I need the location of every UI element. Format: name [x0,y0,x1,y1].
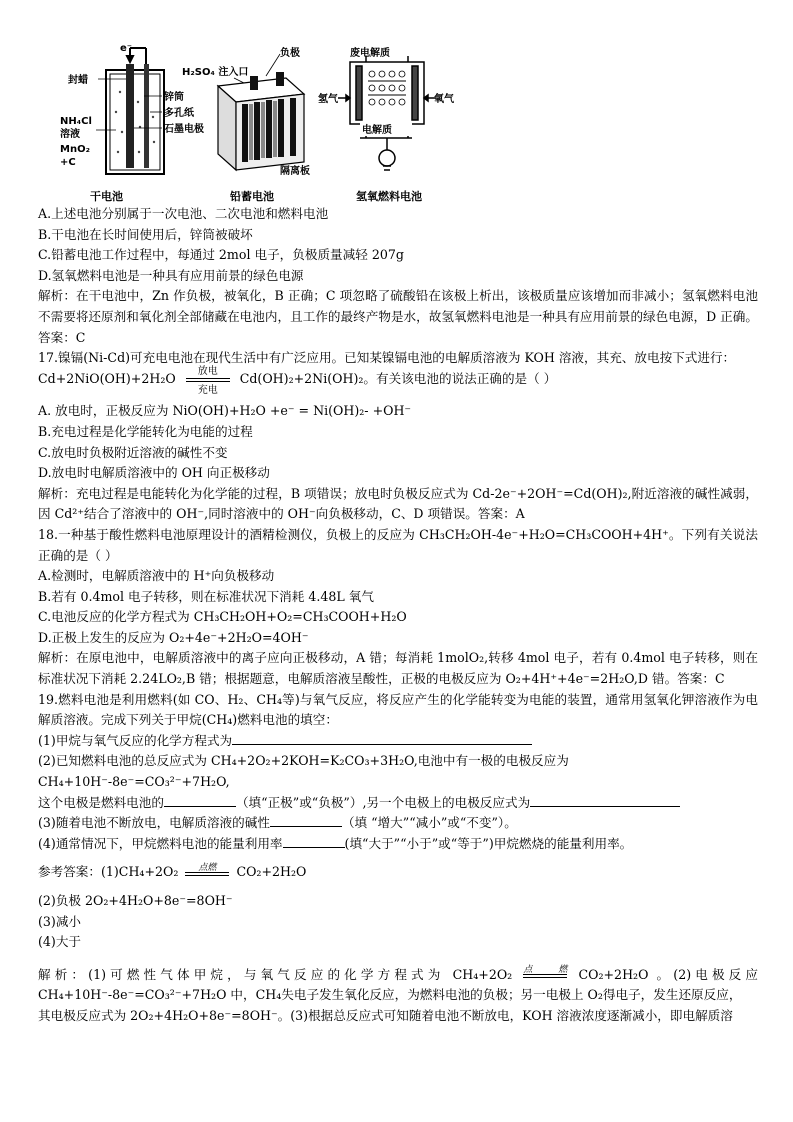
q18-stem: 18.一种基于酸性燃料电池原理设计的酒精检测仪，负极上的反应为 CH₃CH₂OH-4e⁻+H₂O=CH₃COOH+4H⁺。下列有关说法正确的是（ ） [38,526,758,563]
ignite-condition-mark-2: 点燃 [523,967,567,983]
q19-analysis-line3: 其电极反应式为 2O₂+4H₂O+8e⁻=8OH⁻。(3)根据总反应式可知随着电池不断放电，KOH 溶液浓度逐渐减小，即电解质溶 [38,1007,733,1023]
q17-eq-left: Cd+2NiO(OH)+2H₂O [38,370,176,386]
q17-equation [38,366,758,397]
q19-part1: (1)甲烷与氧气反应的化学方程式为 [38,731,758,752]
paper-label: 多孔纸 [164,108,194,119]
electron-label: e⁻ [120,43,133,54]
battery-figures [40,42,460,202]
reversible-arrow [186,366,230,397]
q19-analysis-line1: 解析：(1)可燃性气体甲烷，与氧气反应的化学方程式为 CH₄+2O₂ 点燃 CO₂+2H₂O 。(2)电极反应 [38,965,758,982]
answer-blank-2 [164,794,236,807]
answer-blank-3 [530,794,680,807]
document-body [38,204,758,1027]
q18-option-b: B.若有 0.4mol 电子转移，则在标准状况下消耗 4.48L 氧气 [38,588,374,604]
hydrogen-label: 氢气 [318,94,338,105]
q17-stem: 17.镍镉(Ni-Cd)可充电电池在现代生活中有广泛应用。已知某镍镉电池的电解质溶液为 KOH 溶液，其充、放电按下式进行： [38,350,736,366]
lead-battery-diagram [180,42,320,192]
electrolyte-label: 电解质 [362,125,392,136]
q16-option-c: C.铅蓄电池工作过程中，每通过 2mol 电子，负极质量减轻 207g [38,247,404,263]
q17-analysis: 解析：充电过程是电能转化为化学能的过程，B 项错误；放电时负极反应式为 Cd-2e⁻+2OH⁻=Cd(OH)₂,附近溶液的碱性减弱，因 Cd²⁺结合了溶液中的 OH⁻,同时溶液中的 OH⁻向负极移动，C、D 项错误。答案：A [38,485,758,522]
answer-blank-4 [270,814,342,827]
q18-analysis: 解析：在原电池中，电解质溶液中的离子应向正极移动，A 错；每消耗 1molO₂,转移 4mol 电子，若有 0.4mol 电子转移，则在标准状况下消耗 2.24LO₂,B 错；根据题意，电解质溶液呈酸性，正极的电极反应为 O₂+4H⁺+4e⁻=2H₂O,D 错。答案：C [38,650,758,687]
q19-analysis-line2: CH₄+10H⁻-8e⁻=CO₃²⁻+7H₂O 中，CH₄失电子发生氧化反应，为燃料电池的负极；另一电极上 O₂得电子，发生还原反应， [38,987,742,1003]
answer-blank-1 [232,732,532,745]
ignite-condition-mark: 点燃 [185,865,229,881]
q18-option-a: A.检测时，电解质溶液中的 H⁺向负极移动 [38,568,275,584]
charge-label: 充电 [197,385,218,397]
dry-cell-diagram [40,42,204,192]
zinc-label: 锌筒 [164,92,184,103]
q17-option-a: A. 放电时，正极反应为 NiO(OH)+H₂O +e⁻ = Ni(OH)₂- +OH⁻ [38,403,412,419]
q16-analysis: 解析：在干电池中，Zn 作负极，被氧化，B 正确；C 项忽略了硫酸铅在该极上析出，该极质量应该增加而非减小；氢氧燃料电池不需要将还原剂和氧化剂全部储藏在电池内，且工作的最终产物是水，故氢氧燃料电池是一种具有应用前景的绿色电源，D 正确。答案：C [38,288,758,345]
q19-part2a: (2)已知燃料电池的总反应式为 CH₄+2O₂+2KOH=K₂CO₃+3H₂O,电池中有一极的电极反应为 CH₄+10H⁻-8e⁻=CO₃²⁻+7H₂O, [38,753,569,790]
oxygen-label: 氧气 [434,94,454,105]
q19-answer-3: (3)减小 [38,913,82,929]
lead-battery-caption: 铅蓄电池 [230,190,274,203]
nh4cl-label: NH₄Cl [60,116,92,127]
mno2-label: MnO₂ [60,144,90,155]
discharge-label: 放电 [197,366,218,378]
fuel-cell-caption: 氢氧燃料电池 [356,190,422,203]
dry-cell-caption: 干电池 [90,190,123,203]
answer-blank-5 [283,835,345,848]
separator-label: 隔离板 [280,166,310,177]
q18-option-c: C.电池反应的化学方程式为 CH₃CH₂OH+O₂=CH₃COOH+H₂O [38,609,407,625]
q16-option-a: A.上述电池分别属于一次电池、二次电池和燃料电池 [38,206,329,221]
q19-stem: 19.燃料电池是利用燃料(如 CO、H₂、CH₄等)与氧气反应，将反应产生的化学能转变为电能的装置，通常用氢氧化钾溶液作为电解质溶液。完成下列关于甲烷(CH₄)燃料电池的填空： [38,691,758,728]
q19-answer-4: (4)大于 [38,934,82,950]
q19-part4: (4)通常情况下，甲烷燃料电池的能量利用率 (填“大于”“小于”或“等于”)甲烷燃烧的能量利用率。 [38,835,633,851]
negative-label: 负极 [280,48,300,59]
q17-option-b: B.充电过程是化学能转化为电能的过程 [38,423,253,439]
q19-answer-1: 参考答案：(1)CH₄+2O₂ 点燃 CO₂+2H₂O [38,862,307,880]
graphite-label: 石墨电极 [164,124,204,135]
q19-answer-2: (2)负极 2O₂+4H₂O+8e⁻=8OH⁻ [38,893,233,908]
q19-part3: (3)随着电池不断放电，电解质溶液的碱性 （填 “增大”“减小”或“不变”）。 [38,815,517,831]
q16-option-b: B.干电池在长时间使用后，锌筒被破坏 [38,226,253,242]
carbon-label: +C [60,157,76,168]
waste-electrolyte-label: 废电解质 [350,48,390,59]
q16-option-d: D.氢氧燃料电池是一种具有应用前景的绿色电源 [38,267,304,283]
q17-option-d: D.放电时电解质溶液中的 OH 向正极移动 [38,465,270,481]
q19-part2b: 这个电极是燃料电池的 （填“正极”或“负极”）,另一个电极上的电极反应式为 [38,793,758,814]
q17-eq-right: Cd(OH)₂+2Ni(OH)₂。有关该电池的说法正确的是（ ） [239,370,557,386]
seal-label: 封蜡 [68,75,88,86]
solution-label: 溶液 [60,129,80,140]
fuel-cell-diagram [320,42,460,192]
q18-option-d: D.正极上发生的反应为 O₂+4e⁻+2H₂O=4OH⁻ [38,629,309,645]
inlet-label: H₂SO₄ 注入口 [182,67,249,78]
q17-option-c: C.放电时负极附近溶液的碱性不变 [38,444,228,460]
